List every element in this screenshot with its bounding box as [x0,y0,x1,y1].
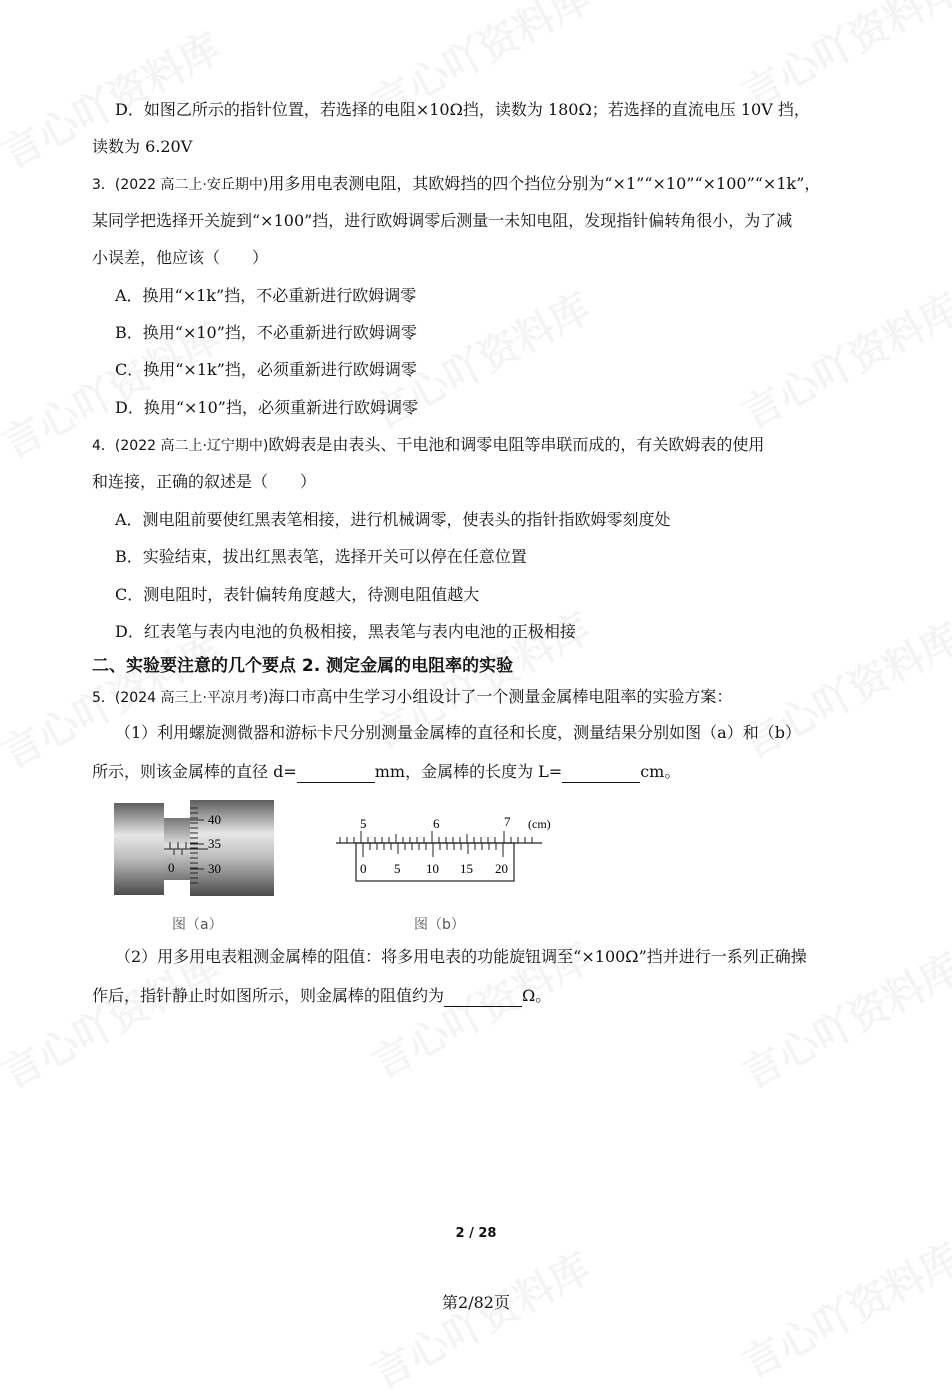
main-scale-ticks [340,831,532,843]
question-5-part2-line2 [92,984,551,1007]
question-number: 5． [92,690,115,706]
vernier-label: 15 [460,861,473,876]
question-5-part2: （2）用多用电表粗测金属棒的阻值：将多用电表的功能旋钮调至“×100Ω”挡并进行一系列正确操 [115,947,807,966]
question-source: (2024 高三上·平凉月考) [114,690,269,706]
q2-option-d-line1: D．如图乙所示的指针位置，若选择的电阻×10Ω挡，读数为 180Ω；若选择的直流电压 10V 挡， [115,100,810,119]
question-4-stem-line2: 和连接，正确的叙述是（ ） [92,472,317,491]
question-4-option-b: B．实验结束，拔出红黑表笔，选择开关可以停在任意位置 [115,547,527,566]
text-segment: 所示，则该金属棒的直径 d= [92,762,297,781]
question-3-stem-line3: 小误差，他应该（ ） [92,248,269,267]
main-scale-label: 6 [433,816,440,831]
figure-b-caption: 图（b） [414,917,465,933]
vernier-label: 20 [495,861,508,876]
question-4-option-d: D．红表笔与表内电池的负极相接，黑表笔与表内电池的正极相接 [115,622,576,641]
vernier-scale-ticks [363,843,503,857]
main-scale-label: 5 [360,816,367,831]
vernier-label: 5 [394,861,401,876]
question-5-part1: （1）利用螺旋测微器和游标卡尺分别测量金属棒的直径和长度，测量结果分别如图（a）和（b） [115,723,801,742]
question-3-option-c: C．换用“×1k”挡，必须重新进行欧姆调零 [115,360,417,379]
micrometer-label: 30 [208,861,221,876]
micrometer-label: 40 [208,812,221,827]
question-4-stem [92,434,764,457]
question-4-option-c: C．测电阻时，表针偏转角度越大，待测电阻值越大 [115,585,480,604]
micrometer-thimble [190,800,274,896]
page-number: 2 / 28 [455,1226,497,1241]
total-page-indicator: 第2/82页 [442,1293,510,1312]
watermark [361,1237,600,1400]
figure-b-vernier [330,808,570,888]
micrometer-zero-label: 0 [168,860,175,875]
section-heading: 二、实验要注意的几个要点 2. 测定金属的电阻率的实验 [92,656,514,676]
main-scale-label: 7 [504,814,511,829]
question-5-stem [92,686,732,709]
unit-label: (cm) [528,817,551,831]
vernier-label: 10 [426,861,439,876]
question-5-part1-line2 [92,760,680,783]
answer-blank-resistance[interactable] [444,984,522,1007]
text-segment: Ω。 [522,986,552,1005]
answer-blank-diameter[interactable] [297,760,375,783]
question-4-option-a: A．测电阻前要使红黑表笔相接，进行机械调零，使表头的指针指欧姆零刻度处 [115,510,671,529]
q2-option-d-line2: 读数为 6.20V [92,137,193,156]
question-number: 3． [92,177,115,193]
question-3-option-b: B．换用“×10”挡，不必重新进行欧姆调零 [115,323,417,342]
question-source: (2022 高二上·辽宁期中) [114,438,269,454]
question-3-option-d: D．换用“×10”挡，必须重新进行欧姆调零 [115,398,418,417]
micrometer-label: 35 [208,836,221,851]
question-text: 欧姆表是由表头、干电池和调零电阻等串联而成的，有关欧姆表的使用 [268,435,765,454]
answer-blank-length[interactable] [562,760,640,783]
vernier-label: 0 [360,861,367,876]
question-number: 4． [92,438,115,454]
figure-a-caption: 图（a） [172,917,223,933]
question-text: 海口市高中生学习小组设计了一个测量金属棒电阻率的实验方案： [268,687,733,706]
watermark [731,277,952,440]
micrometer-frame [114,803,164,895]
watermark [731,607,952,770]
text-segment: mm，金属棒的长度为 L= [374,762,563,781]
question-3-stem-line2: 某同学把选择开关旋到“×100”挡，进行欧姆调零后测量一未知电阻，发现指针偏转角很小，为了减 [92,211,793,230]
question-3-stem [92,173,820,196]
question-text: 用多用电表测电阻，其欧姆挡的四个挡位分别为“×1”“×10”“×100”“×1k”， [268,174,821,193]
question-source: (2022 高二上·安丘期中) [114,177,269,193]
text-segment: cm。 [640,762,681,781]
text-segment: 作后，指针静止时如图所示，则金属棒的阻值约为 [92,986,445,1005]
question-3-option-a: A．换用“×1k”挡，不必重新进行欧姆调零 [115,286,417,305]
